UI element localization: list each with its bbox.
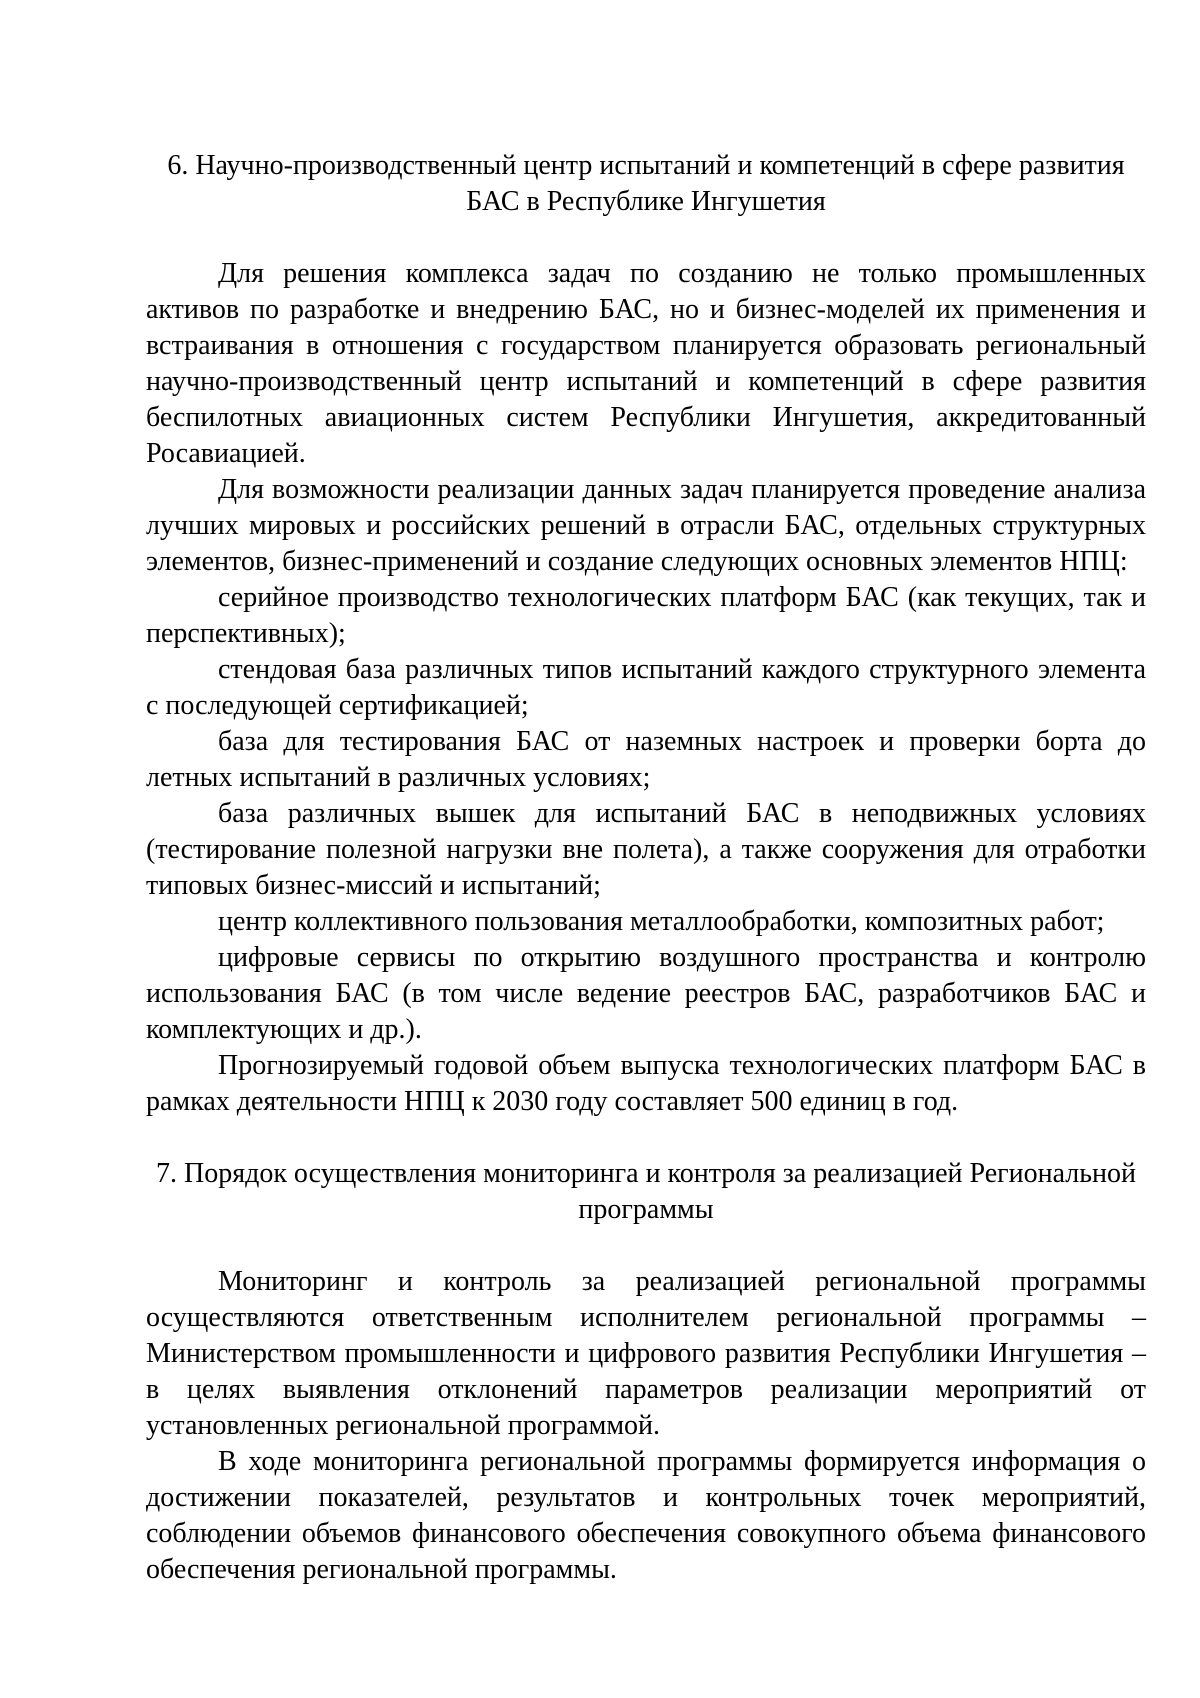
- section-6-paragraph: Для возможности реализации данных задач планируется проведение анализа лучших мировых и российских решений в отрасли БАС, отдельных структурных элементов, бизнес-применений и создание следующих основных элементов НПЦ:: [146, 474, 1146, 577]
- spacer: [146, 1228, 1146, 1264]
- section-6-list-item: база для тестирования БАС от наземных настроек и проверки борта до летных испытаний в различных условиях;: [146, 726, 1146, 793]
- section-7-paragraph: В ходе мониторинга региональной программы формируется информация о достижении показателей, результатов и контрольных точек мероприятий, соблюдении объемов финансового обеспечения совокупного объема финансового обеспечения региональной программы.: [146, 1446, 1146, 1585]
- section-6-list-item: база различных вышек для испытаний БАС в неподвижных условиях (тестирование полезной нагрузки вне полета), а также сооружения для отработки типовых бизнес-миссий и испытаний;: [146, 798, 1146, 901]
- section-6-paragraph: Прогнозируемый годовой объем выпуска технологических платформ БАС в рамках деятельности НПЦ к 2030 году составляет 500 единиц в год.: [146, 1050, 1146, 1117]
- spacer: [146, 1120, 1146, 1156]
- section-6-list-item: стендовая база различных типов испытаний каждого структурного элемента с последующей сертификацией;: [146, 654, 1146, 721]
- section-6-list-item: центр коллективного пользования металлообработки, композитных работ;: [218, 906, 1105, 937]
- section-7-title: 7. Порядок осуществления мониторинга и контроля за реализацией Региональной программы: [155, 1158, 1137, 1225]
- document-body: [146, 148, 1146, 1588]
- spacer: [146, 220, 1146, 256]
- section-6-paragraph: Для решения комплекса задач по созданию не только промышленных активов по разработке и внедрению БАС, но и бизнес-моделей их применения и встраивания в отношения с государством планируется образовать региональный научно-производственный центр испытаний и компетенций в сфере развития беспилотных авиационных систем Республики Ингушетия, аккредитованный Росавиацией.: [146, 258, 1146, 469]
- section-6-list-item: серийное производство технологических платформ БАС (как текущих, так и перспективных);: [146, 582, 1146, 649]
- section-6-list-item: цифровые сервисы по открытию воздушного пространства и контролю использования БАС (в том числе ведение реестров БАС, разработчиков БАС и комплектующих и др.).: [146, 942, 1146, 1045]
- section-7-paragraph: Мониторинг и контроль за реализацией региональной программы осуществляются ответственным исполнителем региональной программы – Министерством промышленности и цифрового развития Республики Ингушетия – в целях выявления отклонений параметров реализации мероприятий от установленных региональной программой.: [146, 1266, 1146, 1441]
- section-6-title: 6. Научно-производственный центр испытаний и компетенций в сфере развития БАС в Республике Ингушетия: [167, 150, 1125, 217]
